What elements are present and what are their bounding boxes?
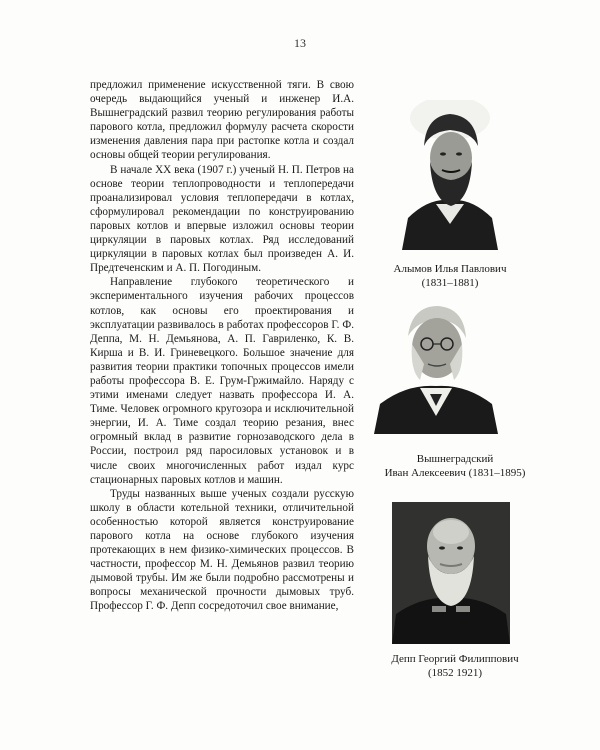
paragraph-3: Направление глубокого теоретического и экспериментального изучения рабочих процессов котлов, как основы его проектирования и эксплуатации развивалось в работах профессоров Г. Ф. Деппа, М. Н. Демьянова, А. П. Гавриленко, К. В. Кирша и В. И. Гриневецкого. Большое значение для развития теории практики топочных процессов имели работы профессора В. Е. Грум-Гржимайло. Наряду с этими именами следует назвать профессора И. А. Тиме. Человек огромного кругозора и исключительной энергии, И. А. Тиме создал теорию резания, внес огромный вклад в развитие горнозаводского дела в России, построил ряд паросиловых установок и в числе своих многочисленных работ издал курс стационарных паровых котлов и машин. <box>90 276 354 486</box>
portrait-depp <box>392 502 510 644</box>
caption-name: Депп Георгий Филиппович <box>391 653 519 665</box>
caption-depp <box>370 652 540 680</box>
caption-years: (1852 1921) <box>427 667 483 679</box>
caption-name: Алымов Илья Павлович <box>393 263 507 275</box>
paragraph-2: В начале XX века (1907 г.) ученый Н. П. Петров на основе теории теплопроводности и теплопередачи проанализировал условия теплопередачи в котлах, сформулировал рекомендации по конструированию паровых котлов и впервые изложил основы теории циркуляции в паровых котлах. Ряд исследований циркуляции в паровых котлах был произведен А. И. Предтеченским и А. П. Погодиным. <box>90 163 354 275</box>
page-number: 13 <box>294 36 306 50</box>
body-text <box>90 78 354 614</box>
caption-name: Вышнеградский <box>416 453 494 465</box>
portrait-alymov <box>398 100 502 250</box>
paragraph-1: предложил применение искусственной тяги. В свою очередь выдающийся ученый и инженер И.А. Вышнеградский развил теорию регулирования работы парового котла, предложил формулу расчета скорости изменения давления пара при растопке котла и создал основы общей теории регулирования. <box>90 79 354 162</box>
caption-alymov <box>368 262 532 290</box>
caption-years: (1831–1881) <box>421 277 479 289</box>
portrait-vyshnegradsky <box>372 294 500 434</box>
caption-name-line2: Иван Алексеевич (1831–1895) <box>384 467 526 479</box>
paragraph-4: Труды названных выше ученых создали русскую школу в области котельной техники, отличительной особенностью которой является конструирование парового котла на основе глубокого изучения протекающих в нем физико-химических процессов. В частности, профессор М. Н. Демьянов развил теорию дымовой трубы. Им же были подробно рассмотрены и вопросы механической прочности дымовых труб. Профессор Г. Ф. Депп сосредоточил свое внимание, <box>90 487 354 613</box>
caption-vyshnegradsky <box>360 452 550 480</box>
